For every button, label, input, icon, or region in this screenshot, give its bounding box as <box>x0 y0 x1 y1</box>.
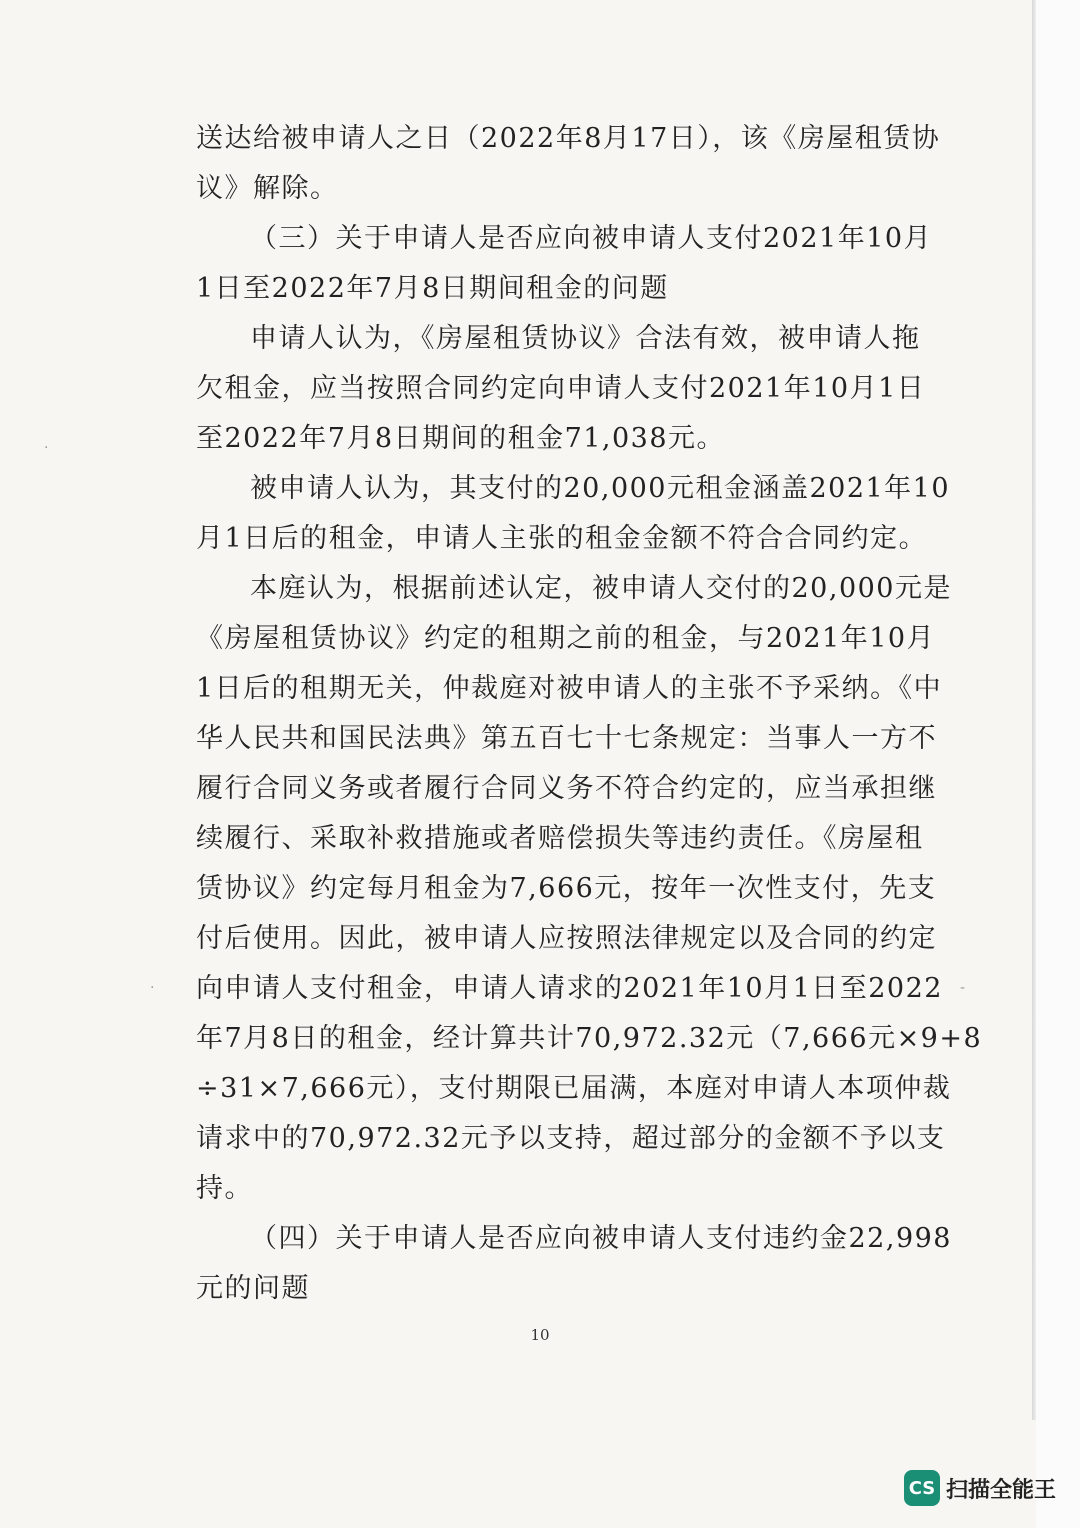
text-line: 1日后的租期无关，仲裁庭对被申请人的主张不予采纳。《中 <box>196 673 943 704</box>
text-line: 欠租金，应当按照合同约定向申请人支付2021年10月1日 <box>196 373 926 404</box>
text-line: 送达给被申请人之日（2022年8月17日），该《房屋租赁协 <box>196 123 941 154</box>
text-line: 付后使用。因此，被申请人应按照法律规定以及合同的约定 <box>196 923 937 954</box>
text-line: ÷31×7,666元），支付期限已届满，本庭对申请人本项仲裁 <box>196 1073 952 1104</box>
text-line: （四）关于申请人是否应向被申请人支付违约金22,998 <box>250 1223 952 1254</box>
text-line: 被申请人认为，其支付的20,000元租金涵盖2021年10 <box>250 473 951 504</box>
text-line: 1日至2022年7月8日期间租金的问题 <box>196 273 669 304</box>
scanner-watermark <box>904 1470 1056 1506</box>
document-body <box>196 114 983 1314</box>
text-line: 请求中的70,972.32元予以支持，超过部分的金额不予以支 <box>196 1123 946 1154</box>
text-line: 履行合同义务或者履行合同义务不符合约定的，应当承担继 <box>196 773 937 804</box>
scan-artifact-mark: · <box>150 980 155 996</box>
scan-artifact-mark: · <box>44 440 49 456</box>
text-line: 年7月8日的租金，经计算共计70,972.32元（7,666元×9+8 <box>196 1023 983 1054</box>
text-line: 华人民共和国民法典》第五百七十七条规定：当事人一方不 <box>196 723 937 754</box>
text-line: 《房屋租赁协议》约定的租期之前的租金，与2021年10月 <box>196 623 936 654</box>
scan-background-edge <box>1036 0 1080 1528</box>
camscanner-logo-icon: CS <box>904 1470 940 1506</box>
text-line: 续履行、采取补救措施或者赔偿损失等违约责任。《房屋租 <box>196 823 924 854</box>
page-edge-shadow <box>1032 0 1036 1420</box>
text-line: 月1日后的租金，申请人主张的租金金额不符合合同约定。 <box>196 523 928 554</box>
text-line: 元的问题 <box>196 1273 310 1304</box>
text-line: 向申请人支付租金，申请人请求的2021年10月1日至2022 <box>196 973 943 1004</box>
text-line: 至2022年7月8日期间的租金71,038元。 <box>196 423 726 454</box>
text-line: 赁协议》约定每月租金为7,666元，按年一次性支付，先支 <box>196 873 937 904</box>
text-line: （三）关于申请人是否应向被申请人支付2021年10月 <box>250 223 933 254</box>
text-line: 申请人认为，《房屋租赁协议》合法有效，被申请人拖 <box>250 323 921 354</box>
scan-artifact-mark: - <box>960 980 966 996</box>
text-line: 持。 <box>196 1173 253 1204</box>
watermark-label: 扫描全能王 <box>945 1477 1056 1503</box>
page-number: 10 <box>530 1326 550 1344</box>
text-line: 议》解除。 <box>196 173 339 204</box>
text-line: 本庭认为，根据前述认定，被申请人交付的20,000元是 <box>250 573 952 604</box>
